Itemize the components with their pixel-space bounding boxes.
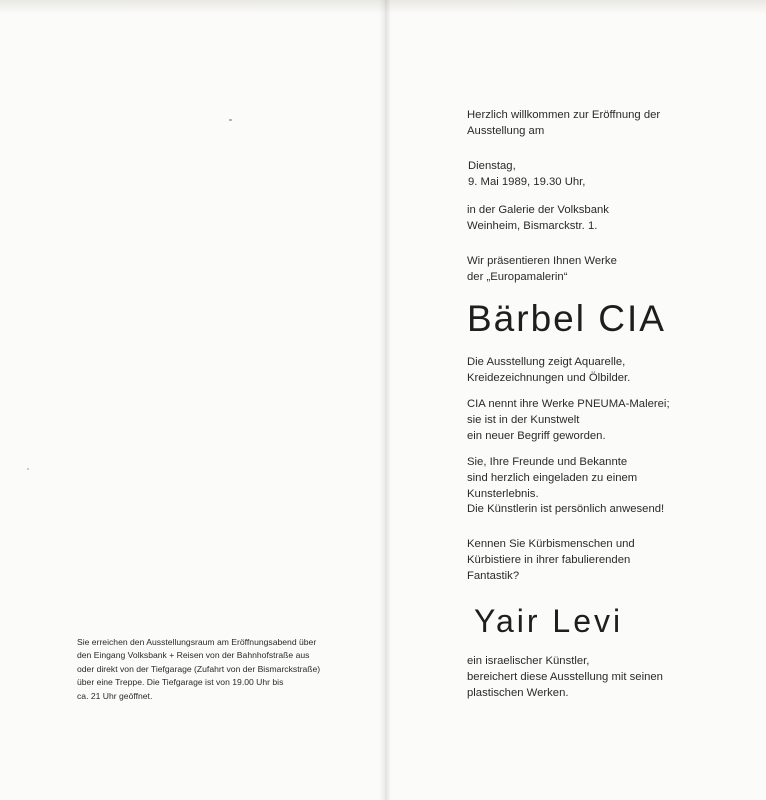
event-date — [468, 159, 585, 191]
exhibit-description — [467, 355, 630, 387]
invite-line: Kunsterlebnis. — [467, 487, 539, 500]
present-line: Wir präsentieren Ihnen Werke — [467, 255, 617, 267]
date-line: Dienstag, — [468, 160, 516, 172]
invite-line: Sie, Ihre Freunde und Bekannte — [467, 456, 628, 468]
invite-line: sind herzlich eingeladen zu einem — [467, 471, 638, 484]
pneuma-line: ein neuer Begriff geworden. — [467, 429, 606, 442]
invite-line: Die Künstlerin ist persönlich anwesend! — [467, 503, 665, 516]
artist-name-levi: Yair Levi — [474, 603, 624, 639]
levi-line: plastischen Werken. — [467, 686, 569, 699]
question-text — [467, 537, 635, 584]
center-fold — [379, 0, 391, 800]
directions-note — [77, 636, 377, 703]
levi-line: bereichert diese Ausstellung mit seinen — [467, 670, 663, 683]
directions-line: ca. 21 Uhr geöffnet. — [77, 690, 153, 701]
levi-description — [467, 654, 663, 701]
pneuma-line: sie ist in der Kunstwelt — [467, 413, 580, 426]
question-line: Fantastik? — [467, 569, 520, 582]
directions-line: oder direkt von der Tiefgarage (Zufahrt von der Bismarckstraße) — [77, 663, 321, 674]
directions-line: Sie erreichen den Ausstellungsraum am Eröffnungsabend über — [77, 637, 317, 647]
directions-line: über eine Treppe. Die Tiefgarage ist von 19.00 Uhr bis — [77, 677, 284, 688]
pneuma-line: CIA nennt ihre Werke PNEUMA-Malerei; — [467, 398, 670, 410]
exhibit-line: Kreidezeichnungen und Ölbilder. — [467, 371, 631, 384]
location-line: Weinheim, Bismarckstr. 1. — [467, 219, 598, 232]
date-line: 9. Mai 1989, 19.30 Uhr, — [468, 175, 586, 188]
levi-line: ein israelischer Künstler, — [467, 655, 590, 667]
welcome-line: Ausstellung am — [467, 124, 545, 137]
pneuma-description — [467, 397, 670, 444]
event-location — [467, 203, 609, 235]
welcome-line: Herzlich willkommen zur Eröffnung der — [467, 109, 661, 121]
directions-line: den Eingang Volksbank + Reisen von der Bahnhofstraße aus — [77, 650, 310, 661]
paper-speck — [27, 468, 29, 470]
presentation-intro — [467, 254, 617, 286]
location-line: in der Galerie der Volksbank — [467, 204, 609, 216]
question-line: Kennen Sie Kürbismenschen und — [467, 538, 635, 550]
paper-speck — [229, 119, 232, 121]
question-line: Kürbistiere in ihrer fabulierenden — [467, 553, 631, 566]
artist-name-cia: Bärbel CIA — [467, 298, 666, 339]
welcome-text — [467, 108, 660, 140]
present-line: der „Europamalerin“ — [467, 270, 568, 283]
exhibit-line: Die Ausstellung zeigt Aquarelle, — [467, 356, 626, 368]
invitation-text — [467, 455, 664, 518]
